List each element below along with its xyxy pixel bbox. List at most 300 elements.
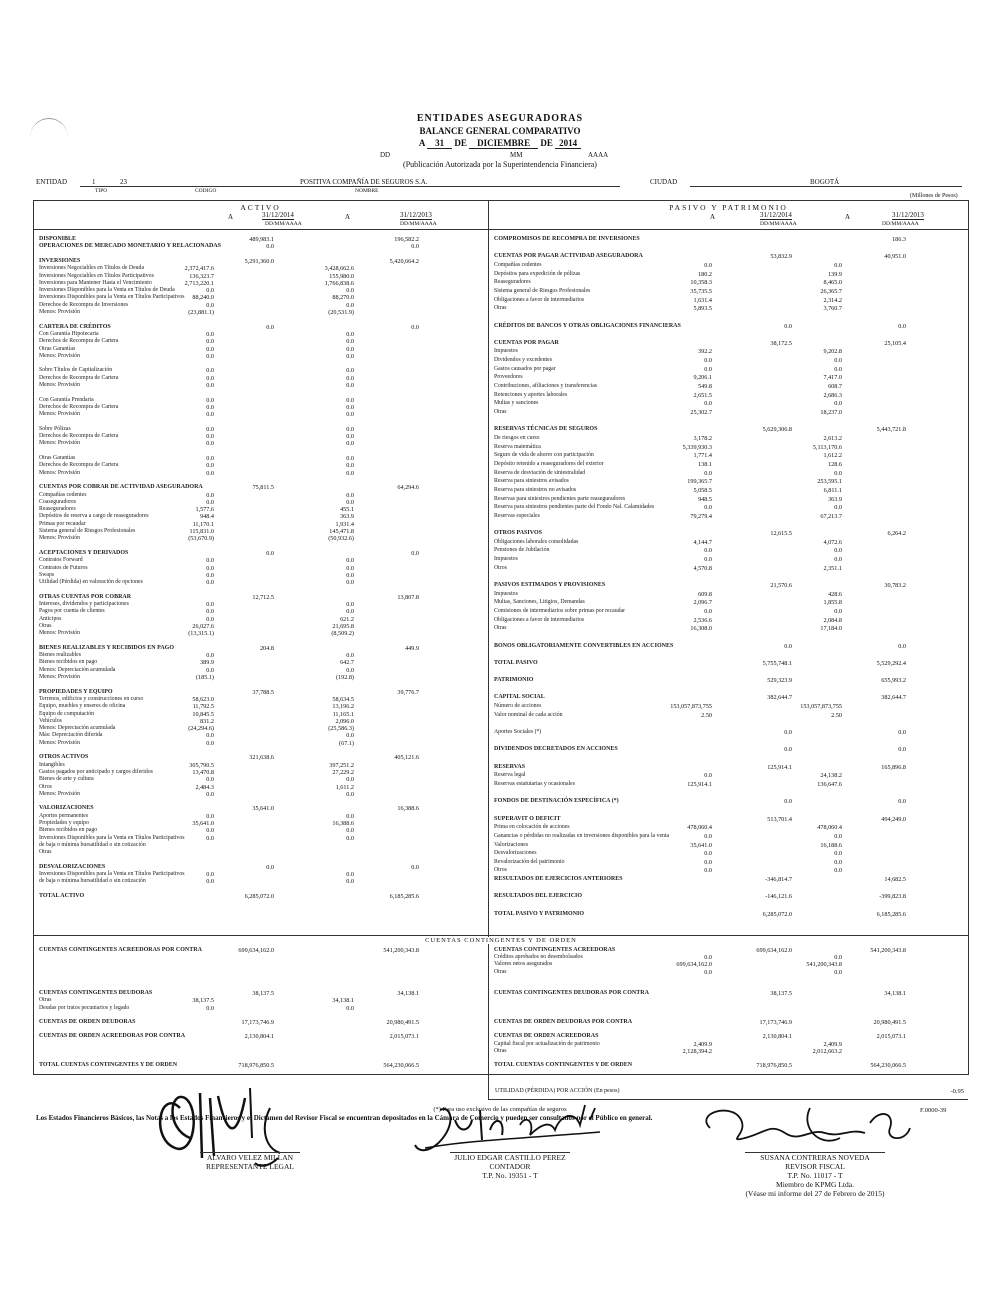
row-label: Deudas por tratos pecuniarios y legado	[39, 1004, 130, 1011]
row-value-v1: 115,831.0	[189, 528, 214, 535]
row-label: Sobre Títulos de Capitalización	[39, 367, 113, 374]
entidad-label: ENTIDAD	[36, 178, 68, 186]
pasivo-fmt2: DD/MM/AAAA	[882, 221, 919, 227]
row-label: INVERSIONES	[39, 257, 81, 264]
table-row	[39, 470, 485, 477]
table-row	[39, 616, 485, 623]
table-row	[39, 586, 485, 593]
row-value-v3: 0.0	[346, 287, 354, 295]
row-value-v1: 35,641.0	[690, 841, 712, 849]
row-label: PATRIMONIO	[494, 677, 534, 684]
row-value-v3: 17,184.0	[820, 625, 842, 633]
table-row	[39, 703, 485, 710]
row-label: Reserva de desviación de siniestralidad	[494, 469, 586, 476]
row-label: Menos: Provisión	[39, 630, 81, 637]
section-row	[39, 805, 485, 812]
section-row	[39, 484, 485, 491]
row-label: Otros	[39, 783, 52, 790]
table-row	[39, 331, 485, 338]
table-row	[39, 382, 485, 389]
row-value-v3: 0.0	[834, 547, 842, 555]
row-value-v4: 5,443,721.8	[876, 426, 906, 434]
row-label: PASIVOS ESTIMADOS Y PROVISIONES	[494, 582, 606, 588]
row-value-v3: 0.0	[346, 812, 354, 820]
row-value-v4: 64,294.6	[397, 484, 419, 492]
row-value-v4: 20,980,491.5	[386, 1019, 419, 1026]
row-label: Pagos por cuenta de clientes	[39, 608, 105, 615]
row-label: Derechos de Recompra de Inversiones	[39, 301, 129, 308]
row-value-v3: 0.0	[834, 365, 842, 373]
section-row	[494, 876, 966, 883]
row-value-v1: 153,057,873,755	[670, 703, 712, 711]
row-label: Depósito retenido a reaseguradores del exterior	[494, 460, 604, 467]
row-label: De riesgos en curso	[494, 434, 540, 441]
row-value-v1: 0.0	[206, 608, 214, 616]
table-row	[494, 305, 966, 312]
row-value-v1: 0.0	[206, 330, 214, 338]
row-value-v1: 0.0	[704, 400, 712, 408]
row-label: Impuestos	[494, 556, 518, 563]
table-row	[39, 769, 485, 776]
table-row	[494, 625, 966, 632]
table-row	[39, 543, 485, 550]
row-label: Inversiones Negociables en Títulos Participativos	[39, 272, 154, 279]
nombre-label: NOMBRE	[355, 188, 379, 194]
row-value-v2: 75,811.5	[252, 484, 274, 492]
row-value-v3: 1,612.2	[823, 452, 842, 460]
row-value-v3: 455.1	[340, 506, 354, 514]
note-depositados: Los Estados Financieros Básicos, las Notas a los Estados Financieros y el Dictamen del Revisor Fiscal se encuentran depositados en la Cámara de Comercio y pueden ser consultados por el Público en general.	[36, 1114, 653, 1122]
table-row	[494, 461, 966, 468]
row-label: Obligaciones laborales consolidadas	[494, 538, 579, 545]
aaaa-label: AAAA	[588, 151, 609, 159]
row-label: DISPONIBLE	[39, 236, 77, 242]
table-row	[39, 521, 485, 528]
row-value-v4: 34,138.1	[397, 990, 419, 998]
row-value-v1: 0.0	[704, 858, 712, 866]
pasivo-title: PASIVO Y PATRIMONIO	[669, 203, 788, 212]
row-label: Contribuciones, afiliaciones y transferencias	[494, 383, 598, 390]
revisor-name: SUSANA CONTRERAS NOVEDA	[760, 1153, 870, 1162]
table-row	[494, 961, 966, 968]
table-row	[39, 565, 485, 572]
row-value-v1: 38,137.5	[192, 997, 214, 1005]
row-value-v3: 2,351.1	[823, 564, 842, 572]
row-value-v2: 529,323.9	[767, 677, 792, 685]
row-value-v1: 79,279.4	[690, 512, 712, 520]
row-value-v1: 0.0	[206, 601, 214, 608]
row-label: Depósitos de reserva a cargo de reaseguradores	[39, 513, 149, 520]
row-value-v1: 138.1	[698, 460, 712, 468]
table-row	[494, 885, 966, 892]
row-value-v3: 3,428,662.6	[324, 265, 354, 273]
section-row	[39, 990, 485, 997]
row-value-v3: 0.0	[346, 601, 354, 608]
table-row	[39, 711, 485, 718]
table-row	[39, 732, 485, 739]
section-row	[494, 990, 966, 997]
table-row	[39, 433, 485, 440]
row-label: Menos: Provisión	[39, 382, 81, 388]
table-row	[39, 849, 485, 856]
row-value-v3: 0.0	[834, 607, 842, 615]
row-label: Derechos de Recompra de Cartera	[39, 462, 119, 469]
row-label: Prima en colocación de acciones	[494, 824, 570, 831]
row-label: Compañías cedentes	[39, 491, 87, 498]
row-value-v1: 2,651.5	[693, 391, 712, 399]
row-value-v1: 0.0	[704, 772, 712, 780]
activo-title: ACTIVO	[240, 203, 281, 212]
table-row	[39, 572, 485, 579]
row-label: Valorizaciones	[494, 841, 529, 848]
section-row	[39, 947, 485, 954]
row-value-v3: 0.0	[346, 666, 354, 674]
table-row	[39, 652, 485, 659]
row-value-v3: 0.0	[346, 498, 354, 506]
row-label: Aportes permanentes	[39, 812, 89, 819]
section-row	[39, 689, 485, 696]
table-row	[494, 617, 966, 624]
row-label: SUPERAVIT O DEFICIT	[494, 815, 561, 822]
table-row	[494, 1005, 966, 1012]
section-row	[494, 1062, 966, 1069]
row-label: Obligaciones a favor de intermediarios	[494, 296, 585, 303]
row-value-v3: 0.0	[346, 425, 354, 433]
row-label: Menos: Provisión	[39, 535, 81, 542]
row-label: CUENTAS CONTINGENTES ACREEDORAS POR CONTRA	[39, 947, 202, 953]
row-label: FONDOS DE DESTINACIÓN ESPECÍFICA (*)	[494, 798, 619, 805]
table-row	[39, 302, 485, 309]
row-value-v1: 0.0	[206, 433, 214, 441]
row-value-v1: 2,128,394.2	[682, 1047, 712, 1055]
row-value-v1: 0.0	[206, 790, 214, 798]
row-value-v1: 0.0	[704, 607, 712, 615]
row-value-v2: 17,173,746.9	[241, 1019, 274, 1026]
row-value-v3: (67.1)	[339, 739, 354, 747]
table-row	[39, 579, 485, 586]
row-label: Menos: Provisión	[39, 309, 81, 315]
table-row	[494, 738, 966, 745]
table-row	[494, 686, 966, 693]
row-value-v3: 27,229.2	[332, 768, 354, 776]
row-value-v4: 14,682.5	[884, 876, 906, 884]
table-row	[494, 245, 966, 252]
row-value-v2: 125,914.1	[767, 763, 792, 771]
row-label: Seguro de vida de ahorro con participación	[494, 452, 594, 459]
table-row	[494, 902, 966, 909]
row-value-v4: 494,249.0	[881, 815, 906, 823]
activo-fmt1: DD/MM/AAAA	[265, 221, 302, 227]
row-value-v1: 0.0	[206, 652, 214, 660]
row-label: CRÉDITOS DE BANCOS Y OTRAS OBLIGACIONES FINANCIERAS	[494, 322, 681, 329]
row-value-v3: 0.0	[346, 579, 354, 587]
row-value-v4: 34,138.1	[884, 990, 906, 998]
row-value-v4: 0.0	[898, 642, 906, 650]
pasivo-fmt1: DD/MM/AAAA	[760, 221, 797, 227]
row-label: Bienes realizables	[39, 652, 82, 659]
table-row	[39, 492, 485, 499]
table-row	[494, 279, 966, 286]
table-row	[39, 462, 485, 469]
table-row	[39, 1041, 485, 1048]
row-label: Con Garantía Prendaria	[39, 396, 94, 403]
table-row	[39, 983, 485, 990]
row-value-v2: 0.0	[784, 322, 792, 330]
row-value-v1: 0.0	[704, 968, 712, 976]
row-label: CARTERA DE CRÉDITOS	[39, 323, 111, 330]
activo-table	[39, 236, 485, 931]
row-value-v2: 38,137.5	[770, 990, 792, 998]
row-value-v3: 2,409.9	[823, 1040, 842, 1048]
table-row	[39, 718, 485, 725]
table-row	[39, 1012, 485, 1019]
row-label: OPERACIONES DE MERCADO MONETARIO Y RELACIONADAS	[39, 243, 221, 250]
row-value-v3: 0.0	[346, 382, 354, 389]
section-row	[39, 1033, 485, 1040]
row-value-v1: 1,577.6	[195, 506, 214, 514]
table-row	[494, 478, 966, 485]
pasivo-date1: 31/12/2014	[760, 211, 792, 219]
utilidad-value: -0.95	[950, 1088, 964, 1095]
table-row	[39, 411, 485, 418]
row-label: VALORIZACIONES	[39, 805, 94, 812]
pasivo-col-a1: A	[710, 213, 716, 221]
row-value-v2: 6,285,072.0	[244, 893, 274, 900]
row-value-v1: 0.0	[704, 832, 712, 840]
signature-contador	[410, 1100, 610, 1160]
ciudad-label: CIUDAD	[650, 178, 678, 186]
row-value-v2: 53,832.9	[770, 253, 792, 261]
row-value-v2: 0.0	[784, 642, 792, 650]
row-value-v3: 153,057,873,755	[800, 703, 842, 711]
row-label: Gastos causados por pagar	[494, 365, 556, 372]
row-value-v4: 5,420,664.2	[389, 257, 419, 265]
row-value-v4: 13,807.8	[397, 593, 419, 601]
row-label: Reserva para siniestros avisados	[494, 478, 569, 485]
table-row	[39, 681, 485, 688]
row-value-v1: 0.0	[704, 469, 712, 477]
table-row	[494, 954, 966, 961]
table-row	[39, 827, 485, 834]
row-value-v3: 0.0	[346, 433, 354, 441]
row-value-v1: 0.0	[206, 367, 214, 375]
row-value-v3: 58,634.5	[332, 695, 354, 703]
row-value-v3: 0.0	[346, 732, 354, 740]
row-value-v4: 0.0	[898, 798, 906, 806]
row-value-v4: 16,388.6	[397, 805, 419, 813]
table-row	[39, 976, 485, 983]
form-code: F.0000-39	[920, 1107, 947, 1114]
row-label: Otras Garantías	[39, 455, 76, 461]
section-row	[39, 864, 485, 871]
row-value-v3: 11,165.1	[332, 710, 354, 718]
row-value-v1: 609.8	[698, 590, 712, 598]
row-value-v1: 0.0	[704, 867, 712, 875]
row-value-v3: 0.0	[346, 396, 354, 404]
row-value-v1: 0.0	[206, 615, 214, 623]
row-value-v3: 0.0	[834, 504, 842, 512]
row-label: Aportes Sociales (*)	[494, 729, 542, 736]
row-label: Menos: Provisión	[39, 440, 81, 447]
row-value-v2: 382,644.7	[767, 694, 792, 702]
row-value-v3: 0.0	[346, 338, 354, 346]
row-value-v1: 0.0	[206, 871, 214, 879]
row-label: Pensiones de Jubilación	[494, 547, 550, 554]
row-label: Depósitos para expedición de pólizas	[494, 270, 581, 277]
row-label: Retenciones y aportes laborales	[494, 391, 568, 398]
row-value-v1: 2,372,417.6	[184, 265, 214, 273]
title-entidades: ENTIDADES ASEGURADORAS	[416, 113, 584, 124]
row-label: CUENTAS POR PAGAR	[494, 339, 559, 346]
row-value-v1: 948.5	[698, 495, 712, 503]
row-value-v3: 0.0	[346, 827, 354, 835]
table-row	[494, 504, 966, 511]
row-value-v3: 136,647.6	[817, 780, 842, 788]
row-value-v3: 139.9	[828, 270, 842, 278]
row-value-v3: (192.8)	[335, 674, 354, 681]
row-label: Reservas especiales	[494, 512, 540, 519]
section-row	[494, 582, 966, 589]
row-value-v3: 0.0	[346, 455, 354, 462]
row-value-v1: 11,170.1	[192, 520, 214, 528]
row-value-v2: 35,641.0	[252, 805, 274, 813]
row-value-v4: 541,200,343.8	[383, 947, 419, 954]
table-row	[39, 762, 485, 769]
table-row	[494, 409, 966, 416]
row-value-v1: 478,060.4	[687, 824, 712, 832]
row-label: Otras	[39, 849, 52, 856]
row-value-v3: 397,251.2	[329, 761, 354, 769]
row-value-v1: 2,096.7	[693, 599, 712, 607]
section-row	[494, 530, 966, 537]
row-value-v3: 0.0	[834, 858, 842, 866]
row-value-v1: 5,339,930.3	[682, 443, 712, 451]
row-value-v3: 21,695.8	[332, 622, 354, 630]
row-value-v3: 2,686.3	[823, 391, 842, 399]
row-value-v3: 34,138.1	[332, 997, 354, 1005]
row-value-v3: 0.0	[346, 374, 354, 382]
row-label: Menos: Depreciación acumulada	[39, 666, 116, 673]
row-value-v4: 6,185,285.6	[389, 893, 419, 900]
pasivo-date2: 31/12/2013	[892, 211, 924, 219]
row-value-v3: 0.0	[346, 330, 354, 338]
row-value-v4: 165,896.8	[881, 763, 906, 771]
row-value-v1: 0.0	[704, 504, 712, 512]
row-value-v3: 7,417.0	[823, 374, 842, 382]
activo-col-a1: A	[228, 213, 234, 221]
row-value-v2: 718,976,850.5	[238, 1062, 274, 1070]
row-value-v3: 16,188.6	[820, 841, 842, 849]
row-value-v4: 6,185,285.6	[876, 910, 906, 918]
row-label: Reservas para siniestros pendientes parte reaseguradores	[494, 495, 626, 502]
row-value-v1: 136,323.7	[189, 272, 214, 280]
contador-role: CONTADOR	[489, 1162, 531, 1171]
row-value-v1: 13,470.8	[192, 768, 214, 776]
row-label: Desvalorizaciones	[494, 850, 537, 857]
row-value-v1: (23,881.1)	[188, 309, 214, 316]
row-label: CAPITAL SOCIAL	[494, 694, 545, 701]
row-value-v2: 2,130,804.1	[244, 1033, 274, 1041]
row-value-v2: 6,285,072.0	[762, 910, 792, 918]
row-value-v3: 145,471.8	[329, 528, 354, 535]
row-value-v3: 6,811.1	[823, 486, 842, 494]
table-row	[39, 404, 485, 411]
table-row	[39, 338, 485, 345]
row-value-v4: 186.3	[892, 236, 906, 243]
row-label: Contratos Forward	[39, 557, 83, 564]
row-label: CUENTAS DE ORDEN ACREEDORAS	[494, 1033, 599, 1040]
row-label: Impuestos	[494, 348, 518, 355]
row-label: Otros	[494, 867, 507, 874]
row-value-v1: 0.0	[206, 732, 214, 740]
row-value-v1: 0.0	[704, 556, 712, 564]
row-value-v3: 13,196.2	[332, 703, 354, 711]
row-value-v2: 38,137.5	[252, 990, 274, 998]
row-value-v3: 0.0	[346, 878, 354, 886]
table-row	[494, 556, 966, 563]
row-value-v1: 948.4	[200, 513, 214, 521]
row-value-v2: 489,983.1	[249, 236, 274, 243]
row-label: Equipo de computación	[39, 710, 95, 717]
section-row	[494, 643, 966, 650]
table-row	[39, 871, 485, 878]
row-label: CUENTAS CONTINGENTES DEUDORAS POR CONTRA	[494, 990, 649, 997]
table-row	[39, 1055, 485, 1062]
section-row	[39, 754, 485, 761]
row-value-v1: 0.0	[206, 455, 214, 462]
row-value-v1: 4,570.8	[693, 564, 712, 572]
row-value-v3: 2.50	[831, 711, 842, 719]
row-label: Menos: Provisión	[39, 352, 81, 359]
row-label: RESERVAS TÉCNICAS DE SEGUROS	[494, 426, 598, 433]
row-value-v3: 0.0	[346, 491, 354, 499]
table-row	[494, 790, 966, 797]
row-value-v2: 21,570.6	[770, 582, 792, 589]
row-value-v3: 0.0	[346, 345, 354, 353]
table-row	[39, 316, 485, 323]
row-value-v1: 389.9	[200, 659, 214, 667]
row-value-v1: 10,358.3	[690, 279, 712, 287]
table-row	[494, 1026, 966, 1033]
row-value-v3: 0.0	[346, 776, 354, 784]
revisor-tp: T.P. No. 11017 - T	[787, 1171, 843, 1180]
row-value-v4: 564,230,066.5	[870, 1062, 906, 1070]
ciudad-value: BOGOTÁ	[810, 178, 840, 186]
row-value-v3: 0.0	[346, 440, 354, 448]
row-value-v1: 0.0	[704, 357, 712, 365]
table-row	[39, 426, 485, 433]
row-label: CUENTAS CONTINGENTES ACREEDORAS	[494, 947, 616, 953]
table-row	[494, 400, 966, 407]
row-value-v3: 363.9	[340, 513, 354, 521]
row-value-v1: 0.0	[206, 491, 214, 499]
table-row	[494, 470, 966, 477]
row-label: Dividendos y excedentes	[494, 357, 552, 364]
row-value-v4: 0.0	[411, 243, 419, 251]
row-value-v1: 0.0	[206, 287, 214, 295]
row-label: Inversiones Disponibles para la Venta en Títulos de Deuda	[39, 287, 175, 294]
row-value-v1: 88,240.0	[192, 294, 214, 302]
row-value-v1: 0.0	[206, 498, 214, 506]
table-row	[39, 1026, 485, 1033]
entidad-name: POSITIVA COMPAÑÍA DE SEGUROS S.A.	[300, 178, 428, 186]
row-value-v1: 199,365.7	[687, 478, 712, 486]
row-label: Menos: Provisión	[39, 739, 81, 746]
row-value-v1: 0.0	[206, 1004, 214, 1012]
table-row	[494, 983, 966, 990]
row-value-v2: 0.0	[266, 863, 274, 871]
row-label: Reserva para siniestros no avisados	[494, 486, 577, 493]
